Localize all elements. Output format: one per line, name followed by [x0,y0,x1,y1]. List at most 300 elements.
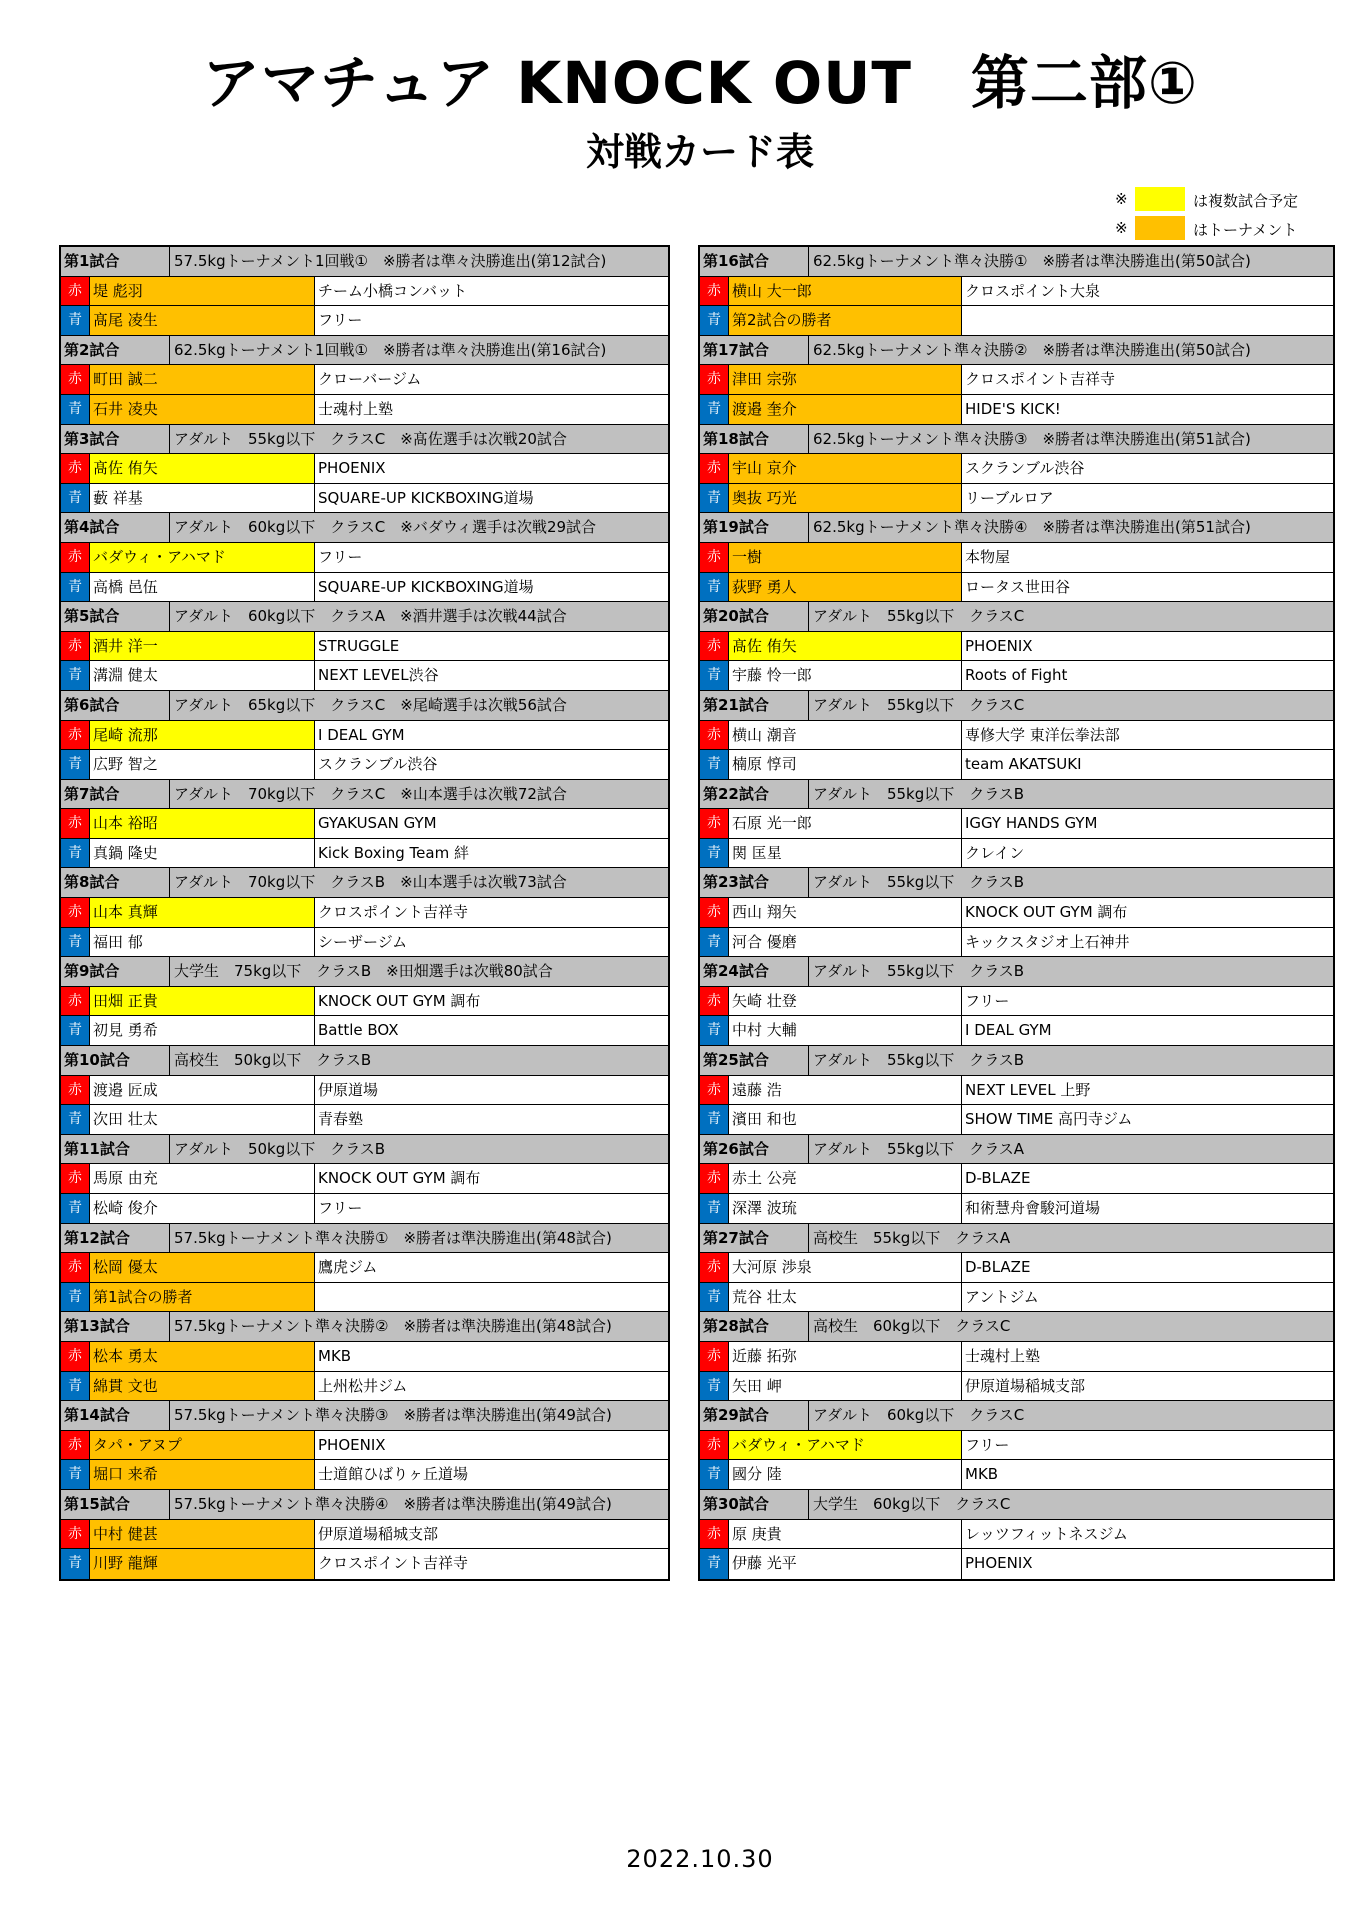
fighter-name: 奥抜 巧光 [729,484,962,513]
red-corner-row [700,1431,1333,1461]
match-description: 高校生 60kg以下 クラスC [813,1317,1011,1336]
fighter-name: 石原 光一郎 [729,809,962,838]
fighter-team: MKB [965,1465,999,1484]
match-number: 第6試合 [61,691,170,720]
blue-corner-label: 青 [700,395,729,424]
match-number: 第13試合 [61,1312,170,1341]
fighter-name: 原 庚貴 [729,1520,962,1549]
fighter-team: 上州松井ジム [318,1376,408,1395]
blue-corner-label: 青 [700,1460,729,1489]
fighter-team: SQUARE-UP KICKBOXING道場 [318,577,534,596]
red-corner-label: 赤 [700,1076,729,1105]
fighter-name: 矢田 岬 [729,1372,962,1401]
fighter-team: ロータス世田谷 [965,577,1071,596]
fighter-name: 馬原 由充 [90,1164,315,1193]
fighter-name: 松崎 俊介 [90,1194,315,1223]
red-corner-row [61,632,668,662]
match-header [700,1490,1333,1520]
fighter-team: IGGY HANDS GYM [965,814,1098,833]
fighter-team: レッツフィットネスジム [965,1524,1128,1543]
red-corner-row [61,809,668,839]
blue-corner-label: 青 [61,573,90,602]
red-corner-row [700,365,1333,395]
match-description: アダルト 55kg以下 クラスA [813,1139,1025,1158]
fighter-name: 深澤 波琉 [729,1194,962,1223]
red-corner-row [700,1342,1333,1372]
red-corner-row [61,1164,668,1194]
blue-corner-label: 青 [61,306,90,335]
match-header [61,1224,668,1254]
match-description: アダルト 65kg以下 クラスC ※尾崎選手は次戦56試合 [174,695,567,714]
fighter-team: HIDE'S KICK! [965,399,1061,418]
red-corner-label: 赤 [700,454,729,483]
red-corner-row [700,1253,1333,1283]
match-description: 57.5kgトーナメント1回戦① ※勝者は準々決勝進出(第12試合) [174,252,607,270]
match-description: アダルト 60kg以下 クラスC [813,1406,1025,1425]
fighter-team: 伊原道場稲城支部 [318,1524,439,1543]
red-corner-row [700,543,1333,573]
blue-corner-row [700,484,1333,514]
fighter-name: 宇藤 怜一郎 [729,661,962,690]
fighter-team: アントジム [965,1287,1039,1306]
blue-corner-row [61,484,668,514]
fighter-name: 第2試合の勝者 [729,306,962,335]
match-description: アダルト 55kg以下 クラスB [813,873,1025,892]
match-number: 第22試合 [700,780,809,809]
match-header [700,957,1333,987]
fighter-name: 中村 健甚 [90,1520,315,1549]
fighter-name: 遠藤 浩 [729,1076,962,1105]
blue-corner-row [700,839,1333,869]
match-description: アダルト 55kg以下 クラスB [813,962,1025,981]
blue-corner-label: 青 [700,750,729,779]
blue-corner-row [700,1016,1333,1046]
match-description: 62.5kgトーナメント準々決勝① ※勝者は準決勝進出(第50試合) [813,252,1251,270]
blue-corner-label: 青 [700,1372,729,1401]
match-header [61,780,668,810]
match-description: 57.5kgトーナメント準々決勝④ ※勝者は準決勝進出(第49試合) [174,1494,612,1513]
match-number: 第12試合 [61,1224,170,1253]
match-number: 第1試合 [61,247,170,276]
fighter-name: 高橋 邑伍 [90,573,315,602]
fighter-team: フリー [965,1435,1010,1454]
blue-corner-label: 青 [700,661,729,690]
red-corner-label: 赤 [61,1164,90,1193]
red-corner-row [61,543,668,573]
match-header [700,1401,1333,1431]
fighter-name: 髙佐 侑矢 [90,454,315,483]
red-corner-label: 赤 [61,898,90,927]
blue-corner-row [61,1194,668,1224]
fighter-team: フリー [318,311,363,330]
match-description: 大学生 60kg以下 クラスC [813,1494,1011,1513]
match-number: 第2試合 [61,336,170,365]
match-table-left [59,245,670,1581]
match-header [61,513,668,543]
match-header [61,1312,668,1342]
legend-text: は複数試合予定 [1193,192,1299,210]
fighter-name: 藪 祥基 [90,484,315,513]
blue-corner-row [700,395,1333,425]
fighter-team: D-BLAZE [965,1169,1031,1188]
fighter-name: 堀口 来希 [90,1460,315,1489]
fighter-team: SHOW TIME 高円寺ジム [965,1110,1133,1129]
red-corner-row [61,365,668,395]
legend-swatch-yellow [1135,187,1185,211]
blue-corner-row [61,750,668,780]
fighter-name: バダウィ・アハマド [90,543,315,572]
fighter-team: 青春塾 [318,1110,364,1129]
blue-corner-row [700,573,1333,603]
fighter-name: 町田 誠二 [90,365,315,394]
fighter-name: 楠原 惇司 [729,750,962,779]
fighter-team: KNOCK OUT GYM 調布 [318,1169,481,1188]
fighter-team: シーザージム [318,932,408,951]
match-header [700,868,1333,898]
match-header [61,868,668,898]
page-subtitle: 対戦カード表 [585,130,814,174]
blue-corner-row [61,1460,668,1490]
page-title: アマチュア KNOCK OUT 第二部① [201,49,1199,117]
match-header [61,957,668,987]
fighter-name: 髙尾 凌生 [90,306,315,335]
match-number: 第28試合 [700,1312,809,1341]
red-corner-row [700,277,1333,307]
blue-corner-label: 青 [61,839,90,868]
red-corner-label: 赤 [61,543,90,572]
match-header [61,425,668,455]
fighter-name: 福田 郁 [90,928,315,957]
fighter-team: I DEAL GYM [965,1021,1052,1040]
fighter-name: 赤土 公亮 [729,1164,962,1193]
legend-mark: ※ [1115,190,1128,208]
fighter-team: フリー [965,991,1010,1010]
blue-corner-row [61,1283,668,1313]
fighter-team: 和術慧舟會駿河道場 [965,1199,1101,1217]
fighter-name: 渡邉 奎介 [729,395,962,424]
match-header [700,691,1333,721]
fighter-team: 専修大学 東洋伝拳法部 [965,725,1120,744]
match-number: 第8試合 [61,868,170,897]
blue-corner-row [61,1372,668,1402]
red-corner-row [61,1076,668,1106]
match-number: 第20試合 [700,602,809,631]
match-header [61,691,668,721]
match-number: 第16試合 [700,247,809,276]
red-corner-label: 赤 [700,543,729,572]
match-description: アダルト 55kg以下 クラスC [813,607,1025,626]
fighter-name: 酒井 洋一 [90,632,315,661]
red-corner-row [700,987,1333,1017]
fighter-name: 近藤 拓弥 [729,1342,962,1371]
red-corner-label: 赤 [61,809,90,838]
blue-corner-label: 青 [700,839,729,868]
fighter-name: 宇山 京介 [729,454,962,483]
fighter-name: 西山 翔矢 [729,898,962,927]
blue-corner-row [61,306,668,336]
red-corner-label: 赤 [700,987,729,1016]
red-corner-label: 赤 [61,721,90,750]
red-corner-row [700,454,1333,484]
match-description: 62.5kgトーナメント準々決勝③ ※勝者は準決勝進出(第51試合) [813,429,1251,448]
fighter-name: 田畑 正貴 [90,987,315,1016]
legend-mark: ※ [1115,219,1128,237]
fighter-name: 髙佐 侑矢 [729,632,962,661]
red-corner-label: 赤 [700,809,729,838]
red-corner-row [700,898,1333,928]
match-header [700,247,1333,277]
match-number: 第24試合 [700,957,809,986]
blue-corner-row [61,1016,668,1046]
fighter-name: 國分 陸 [729,1460,962,1489]
match-number: 第30試合 [700,1490,809,1519]
fighter-team: PHOENIX [965,636,1033,655]
red-corner-row [700,1164,1333,1194]
fighter-team: クロスポイント吉祥寺 [318,1554,469,1573]
match-table-right [698,245,1335,1581]
blue-corner-row [700,1105,1333,1135]
fighter-name: 広野 智之 [90,750,315,779]
match-description: 大学生 75kg以下 クラスB ※田畑選手は次戦80試合 [174,962,553,981]
fighter-team: D-BLAZE [965,1258,1031,1277]
red-corner-row [700,632,1333,662]
blue-corner-label: 青 [61,484,90,513]
blue-corner-label: 青 [700,1549,729,1579]
fighter-team: team AKATSUKI [965,755,1082,774]
blue-corner-label: 青 [61,750,90,779]
fighter-name: 松岡 優太 [90,1253,315,1282]
fighter-name: 矢崎 壮登 [729,987,962,1016]
fighter-name: 真鍋 隆史 [90,839,315,868]
blue-corner-label: 青 [700,1016,729,1045]
blue-corner-label: 青 [700,928,729,957]
match-number: 第10試合 [61,1046,170,1075]
fighter-team: PHOENIX [318,1435,386,1454]
red-corner-label: 赤 [700,277,729,306]
fighter-name: 堤 彪羽 [90,277,315,306]
match-description: 62.5kgトーナメント準々決勝④ ※勝者は準決勝進出(第51試合) [813,518,1251,537]
fighter-name: 濱田 和也 [729,1105,962,1134]
fighter-team [962,306,1333,335]
match-header [61,1490,668,1520]
red-corner-row [61,1342,668,1372]
red-corner-label: 赤 [61,277,90,306]
red-corner-label: 赤 [61,1253,90,1282]
fighter-team: I DEAL GYM [318,725,405,744]
red-corner-row [61,454,668,484]
match-number: 第15試合 [61,1490,170,1519]
fighter-team: Kick Boxing Team 絆 [318,843,469,862]
red-corner-label: 赤 [700,721,729,750]
match-header [700,513,1333,543]
blue-corner-label: 青 [61,928,90,957]
blue-corner-row [61,839,668,869]
event-date: 2022.10.30 [626,1845,774,1873]
red-corner-label: 赤 [61,1431,90,1460]
match-header [700,1135,1333,1165]
red-corner-label: 赤 [61,987,90,1016]
fighter-team: スクランブル渋谷 [965,459,1085,478]
fighter-team: クローバージム [318,370,422,389]
red-corner-row [61,721,668,751]
fighter-team: リーブルロア [965,488,1054,507]
fighter-team: KNOCK OUT GYM 調布 [318,991,481,1010]
match-number: 第11試合 [61,1135,170,1164]
legend-swatch-orange [1135,216,1185,240]
red-corner-row [61,277,668,307]
match-header [61,247,668,277]
legend-text: はトーナメント [1193,221,1298,239]
red-corner-label: 赤 [61,1076,90,1105]
match-description: 62.5kgトーナメント1回戦① ※勝者は準々決勝進出(第16試合) [174,340,607,359]
blue-corner-label: 青 [61,1105,90,1134]
fighter-name: 関 匡星 [729,839,962,868]
fighter-name: 大河原 渉泉 [729,1253,962,1282]
blue-corner-label: 青 [61,395,90,424]
fighter-name: 綿貫 文也 [90,1372,315,1401]
match-header [61,1401,668,1431]
blue-corner-label: 青 [700,484,729,513]
red-corner-row [61,1253,668,1283]
fighter-name: バダウィ・アハマド [729,1431,962,1460]
match-description: アダルト 60kg以下 クラスC ※バダウィ選手は次戦29試合 [174,518,597,537]
blue-corner-row [700,928,1333,958]
match-number: 第14試合 [61,1401,170,1430]
blue-corner-label: 青 [61,1016,90,1045]
red-corner-label: 赤 [700,1164,729,1193]
red-corner-row [700,1076,1333,1106]
match-number: 第17試合 [700,336,809,365]
fighter-name: タパ・アヌプ [90,1431,315,1460]
red-corner-label: 赤 [61,1342,90,1371]
match-header [700,602,1333,632]
match-description: アダルト 60kg以下 クラスA ※酒井選手は次戦44試合 [174,607,567,626]
match-header [700,1224,1333,1254]
fighter-name: 山本 裕昭 [90,809,315,838]
fighter-team: 伊原道場 [318,1080,379,1099]
match-description: 62.5kgトーナメント準々決勝② ※勝者は準決勝進出(第50試合) [813,340,1251,359]
fighter-team: MKB [318,1346,352,1365]
fighter-team: NEXT LEVEL渋谷 [318,666,439,685]
fighter-name: 伊藤 光平 [729,1549,962,1579]
match-number: 第9試合 [61,957,170,986]
match-header [61,1135,668,1165]
blue-corner-row [700,1549,1333,1579]
red-corner-row [700,809,1333,839]
blue-corner-label: 青 [700,1194,729,1223]
blue-corner-row [700,661,1333,691]
fighter-team [315,1283,668,1312]
match-number: 第3試合 [61,425,170,454]
red-corner-label: 赤 [61,1520,90,1549]
match-header [700,1046,1333,1076]
fighter-team: STRUGGLE [318,636,400,655]
blue-corner-row [61,661,668,691]
fighter-name: 河合 優磨 [729,928,962,957]
match-number: 第25試合 [700,1046,809,1075]
fighter-team: クレイン [965,843,1025,862]
fighter-team: NEXT LEVEL 上野 [965,1080,1091,1099]
match-number: 第7試合 [61,780,170,809]
red-corner-label: 赤 [61,632,90,661]
red-corner-label: 赤 [700,632,729,661]
match-number: 第26試合 [700,1135,809,1164]
match-description: アダルト 70kg以下 クラスB ※山本選手は次戦73試合 [174,873,567,892]
fighter-name: 石井 凌央 [90,395,315,424]
fighter-name: 川野 龍輝 [90,1549,315,1579]
fighter-name: 津田 宗弥 [729,365,962,394]
fighter-name: 溝淵 健太 [90,661,315,690]
blue-corner-label: 青 [61,1372,90,1401]
fighter-name: 山本 真輝 [90,898,315,927]
fighter-name: 渡邉 匠成 [90,1076,315,1105]
red-corner-row [61,1431,668,1461]
fighter-team: SQUARE-UP KICKBOXING道場 [318,488,534,507]
fighter-name: 荒谷 壮太 [729,1283,962,1312]
red-corner-label: 赤 [61,454,90,483]
blue-corner-label: 青 [700,1105,729,1134]
fighter-team: クロスポイント吉祥寺 [318,903,469,922]
blue-corner-row [700,1194,1333,1224]
red-corner-label: 赤 [700,1342,729,1371]
blue-corner-row [61,395,668,425]
match-description: アダルト 70kg以下 クラスC ※山本選手は次戦72試合 [174,784,567,803]
fighter-team: PHOENIX [965,1554,1033,1573]
match-header [61,602,668,632]
fighter-team: クロスポイント大泉 [965,281,1101,300]
red-corner-row [700,721,1333,751]
blue-corner-row [700,1372,1333,1402]
fighter-name: 横山 大一郎 [729,277,962,306]
blue-corner-row [61,1549,668,1579]
fighter-name: 第1試合の勝者 [90,1283,315,1312]
blue-corner-row [61,1105,668,1135]
red-corner-row [61,898,668,928]
match-number: 第18試合 [700,425,809,454]
fighter-team: Battle BOX [318,1021,399,1040]
match-description: 57.5kgトーナメント準々決勝① ※勝者は準決勝進出(第48試合) [174,1228,612,1247]
match-number: 第29試合 [700,1401,809,1430]
fighter-team: フリー [318,1199,363,1217]
fighter-team: 本物屋 [965,547,1011,566]
blue-corner-label: 青 [61,1194,90,1223]
match-header [61,336,668,366]
blue-corner-label: 青 [61,1549,90,1579]
fighter-team: クロスポイント吉祥寺 [965,370,1116,389]
match-description: アダルト 55kg以下 クラスB [813,1051,1025,1070]
match-number: 第21試合 [700,691,809,720]
fighter-team: 士魂村上塾 [318,399,394,418]
blue-corner-row [61,928,668,958]
fighter-name: 横山 潮音 [729,721,962,750]
red-corner-label: 赤 [700,1520,729,1549]
match-number: 第23試合 [700,868,809,897]
fighter-team: キックスタジオ上石神井 [965,932,1130,951]
fighter-name: 荻野 勇人 [729,573,962,602]
red-corner-label: 赤 [700,1431,729,1460]
match-description: 57.5kgトーナメント準々決勝② ※勝者は準決勝進出(第48試合) [174,1317,612,1336]
fighter-team: KNOCK OUT GYM 調布 [965,903,1128,922]
blue-corner-label: 青 [700,306,729,335]
red-corner-row [61,1520,668,1550]
fighter-name: 中村 大輔 [729,1016,962,1045]
blue-corner-label: 青 [61,661,90,690]
blue-corner-row [700,1283,1333,1313]
blue-corner-row [700,306,1333,336]
match-description: アダルト 55kg以下 クラスC [813,695,1025,714]
match-header [61,1046,668,1076]
match-header [700,780,1333,810]
